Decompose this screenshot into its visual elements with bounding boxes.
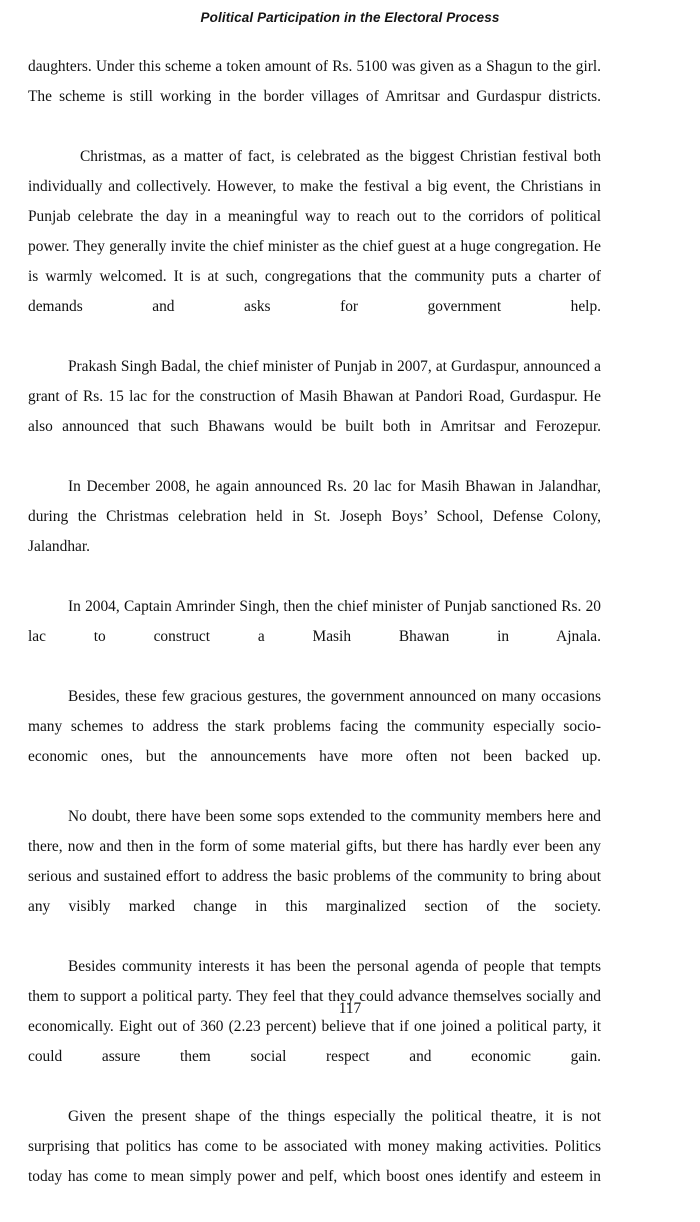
body-text-column	[28, 52, 601, 1222]
paragraph-christmas-festival: Christmas, as a matter of fact, is celebrated as the biggest Christian festival both individually and collectively. However, to make the festival a big event, the Christians in Punjab celebrate the day in a meaningful way to reach out to the corridors of political power. They generally invite the chief minister as the chief guest at a huge congregation. He is warmly welcomed. It is at such, congregations that the community puts a charter of demands and asks for government help.	[28, 148, 601, 315]
paragraph-amrinder-singh-2004: In 2004, Captain Amrinder Singh, then the chief minister of Punjab sanctioned Rs. 20 lac to construct a Masih Bhawan in Ajnala.	[28, 598, 601, 645]
paragraph-prakash-singh-badal: Prakash Singh Badal, the chief minister of Punjab in 2007, at Gurdaspur, announced a grant of Rs. 15 lac for the construction of Masih Bhawan at Pandori Road, Gurdaspur. He also announced that such Bhawans would be built both in Amritsar and Ferozepur.	[28, 358, 601, 435]
paragraph-december-2008: In December 2008, he again announced Rs. 20 lac for Masih Bhawan in Jalandhar, during the Christmas celebration held in St. Joseph Boys’ School, Defense Colony, Jalandhar.	[28, 478, 601, 555]
running-head: Political Participation in the Electoral Process	[200, 10, 500, 25]
page-number: 117	[338, 1000, 362, 1017]
paragraph-no-doubt-sops: No doubt, there have been some sops extended to the community members here and there, now and then in the form of some material gifts, but there has hardly ever been any serious and sustained effort to address the basic problems of the community to bring about any visibly marked change in this marginalized section of the society.	[28, 808, 601, 915]
paragraph-political-theatre: Given the present shape of the things especially the political theatre, it is not surprising that politics has come to be associated with money making activities. Politics today has come to mean simply power and pelf, which boost ones identify and esteem in	[28, 1108, 601, 1185]
paragraph-shagun-scheme: daughters. Under this scheme a token amount of Rs. 5100 was given as a Shagun to the girl. The scheme is still working in the border villages of Amritsar and Gurdaspur districts.	[28, 58, 601, 105]
paragraph-personal-agenda: Besides community interests it has been the personal agenda of people that tempts them to support a political party. They feel that they could advance themselves socially and economically. Eight out of 360 (2.23 percent) believe that if one joined a political party, it could assure them social respect and economic gain.	[28, 958, 601, 1065]
paragraph-gracious-gestures: Besides, these few gracious gestures, the government announced on many occasions many schemes to address the stark problems facing the community especially socio-economic ones, but the announcements have more often not been backed up.	[28, 688, 601, 765]
